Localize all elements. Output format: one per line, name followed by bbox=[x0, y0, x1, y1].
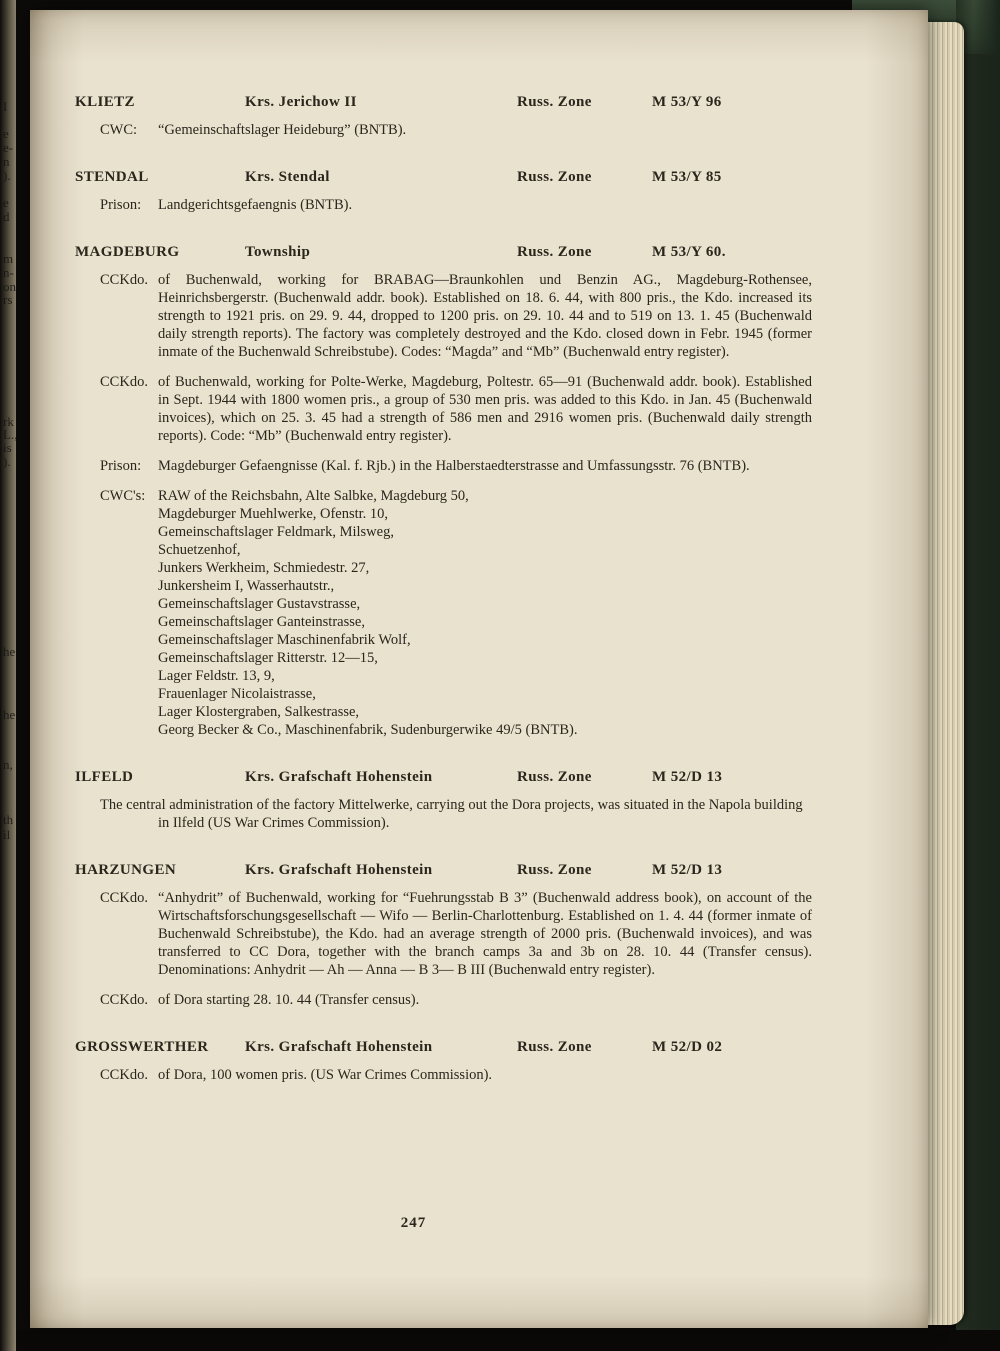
entry-map-ref: M 52/D 13 bbox=[652, 862, 723, 878]
edge-fragment: th bbox=[3, 812, 14, 827]
entry-zone: Russ. Zone bbox=[517, 169, 592, 185]
entry-magdeburg bbox=[75, 244, 812, 739]
edge-fragment: he bbox=[3, 644, 16, 659]
entry-map-ref: M 53/Y 96 bbox=[652, 94, 722, 110]
edge-fragment: e bbox=[3, 126, 9, 141]
entry-item bbox=[100, 121, 812, 139]
entry-header bbox=[75, 1039, 812, 1056]
entry-body bbox=[75, 196, 812, 214]
entry-item bbox=[100, 991, 812, 1009]
entry-header bbox=[75, 169, 812, 186]
entry-item bbox=[100, 373, 812, 445]
entry-name: KLIETZ bbox=[75, 94, 135, 110]
entry-item bbox=[100, 1066, 812, 1084]
item-text: “Gemeinschaftslager Heideburg” (BNTB). bbox=[158, 122, 407, 138]
edge-fragment: I bbox=[3, 99, 8, 114]
entry-ilfeld bbox=[75, 769, 812, 832]
dark-bottom-margin bbox=[0, 1330, 1000, 1351]
item-label: CCKdo. bbox=[100, 272, 148, 288]
entry-district: Krs. Stendal bbox=[245, 169, 330, 185]
item-label: CCKdo. bbox=[100, 1067, 148, 1083]
item-label: CCKdo. bbox=[100, 890, 148, 906]
edge-fragment: n bbox=[3, 154, 10, 169]
item-text-cwc-list: RAW of the Reichsbahn, Alte Salbke, Magdeburg 50, Magdeburger Muehlwerke, Ofenstr. 10, Gemeinschaftslager Feldmark, Milsweg, Schuetzenhof, Junkers Werkheim, Schmiedestr. 27, Junkersheim I, Wasserhautstr., Gemeinschaftslager Gustavstrasse, Gemeinschaftslager Ganteinstrasse, Gemeinschaftslager Maschinenfabrik Wolf, Gemeinschaftslager Ritterstr. 12—15, Lager Feldstr. 13, 9, Frauenlager Nicolaistrasse, Lager Klostergraben, Salkestrasse, Georg Becker & Co., Maschinenfabrik, Sudenburgerwike 49/5 (BNTB). bbox=[158, 488, 578, 738]
edge-fragment: il bbox=[3, 827, 11, 842]
edge-fragment: is bbox=[3, 440, 12, 455]
entry-zone: Russ. Zone bbox=[517, 1039, 592, 1055]
edge-fragment: rk bbox=[3, 414, 14, 429]
entry-name: MAGDEBURG bbox=[75, 244, 180, 260]
edge-fragment: rs bbox=[3, 292, 13, 307]
edge-fragment: on bbox=[3, 279, 16, 294]
item-label: CCKdo. bbox=[100, 992, 148, 1008]
entry-body bbox=[75, 889, 812, 1009]
item-label: Prison: bbox=[100, 197, 142, 213]
item-text: of Dora, 100 women pris. (US War Crimes Commission). bbox=[158, 1067, 493, 1083]
entry-body bbox=[75, 121, 812, 139]
entry-item bbox=[100, 196, 812, 214]
item-text: Landgerichtsgefaengnis (BNTB). bbox=[158, 197, 353, 213]
entry-klietz bbox=[75, 94, 812, 139]
edge-fragment: ). bbox=[3, 454, 11, 469]
entry-header bbox=[75, 94, 812, 111]
item-label: CWC's: bbox=[100, 488, 146, 504]
entry-district: Krs. Jerichow II bbox=[245, 94, 357, 110]
entry-item bbox=[100, 487, 812, 739]
entry-stendal bbox=[75, 169, 812, 214]
edge-fragment: he bbox=[3, 707, 16, 722]
edge-fragment: L., bbox=[3, 427, 18, 442]
facing-page-sliver bbox=[0, 0, 16, 1351]
entry-district: Krs. Grafschaft Hohenstein bbox=[245, 769, 433, 785]
entry-district: Krs. Grafschaft Hohenstein bbox=[245, 1039, 433, 1055]
item-text: of Dora starting 28. 10. 44 (Transfer census). bbox=[158, 992, 420, 1008]
entry-zone: Russ. Zone bbox=[517, 769, 592, 785]
item-label: CWC: bbox=[100, 122, 138, 138]
entry-header bbox=[75, 244, 812, 261]
entry-grosswerther bbox=[75, 1039, 812, 1084]
entry-map-ref: M 53/Y 60. bbox=[652, 244, 726, 260]
entry-harzungen bbox=[75, 862, 812, 1009]
item-text: of Buchenwald, working for BRABAG—Braunkohlen und Benzin AG., Magdeburg-Rothensee, Heinrichsbergerstr. (Buchenwald addr. book). Established on 18. 6. 44, with 800 pris., the Kdo. increased its strength to 1921 pris. on 29. 9. 44, dropped to 1200 pris. on 29. 10. 44 and to 519 on 13. 1. 45 (Buchenwald daily strength reports). The factory was completely destroyed and the Kdo. closed down in Febr. 1945 (former inmate of the Buchenwald Schreibstube). Codes: “Magda” and “Mb” (Buchenwald entry register). bbox=[158, 272, 812, 360]
item-text: “Anhydrit” of Buchenwald, working for “Fuehrungsstab B 3” (Buchenwald address book), on account of the Wirtschaftsforschungsgesellschaft — Wifo — Berlin-Charlottenburg. Established on 1. 4. 44 (former inmate of Buchenwald Schreibstube), the Kdo. had an average strength of 2000 pris. (Buchenwald invoices), and was transferred to CC Dora, together with the branch camps 3a and 3b on 28. 10. 44 (Transfer census). Denominations: Anhydrit — Ah — Anna — B 3— B III (Buchenwald entry register). bbox=[158, 890, 812, 978]
entry-body bbox=[75, 1066, 812, 1084]
entry-map-ref: M 53/Y 85 bbox=[652, 169, 722, 185]
edge-fragment: n, bbox=[3, 757, 13, 772]
edge-fragment: d bbox=[3, 209, 10, 224]
entry-item bbox=[100, 889, 812, 979]
entry-paragraph: The central administration of the factory Mittelwerke, carrying out the Dora projects, was situated in the Napola building in Ilfeld (US War Crimes Commission). bbox=[100, 797, 803, 831]
entry-name: GROSSWERTHER bbox=[75, 1039, 209, 1055]
entry-district: Township bbox=[245, 244, 311, 260]
entry-item bbox=[100, 271, 812, 361]
edge-fragment: n- bbox=[3, 265, 14, 280]
entry-map-ref: M 52/D 02 bbox=[652, 1039, 723, 1055]
entry-name: HARZUNGEN bbox=[75, 862, 177, 878]
item-label: CCKdo. bbox=[100, 374, 148, 390]
entry-map-ref: M 52/D 13 bbox=[652, 769, 723, 785]
entry-name: ILFELD bbox=[75, 769, 134, 785]
entry-zone: Russ. Zone bbox=[517, 862, 592, 878]
edge-fragment: m bbox=[3, 251, 14, 266]
edge-fragment: e- bbox=[3, 140, 14, 155]
entry-zone: Russ. Zone bbox=[517, 94, 592, 110]
entry-district: Krs. Grafschaft Hohenstein bbox=[245, 862, 433, 878]
entry-item bbox=[100, 457, 812, 475]
item-text: of Buchenwald, working for Polte-Werke, Magdeburg, Poltestr. 65—91 (Buchenwald addr. book). Established in Sept. 1944 with 1800 women pris., a group of 530 men pris. was added to this Kdo. in Jan. 45 (Buchenwald invoices), which on 25. 3. 45 had a strength of 586 men and 2916 women pris. (Buchenwald daily strength reports). Code: “Mb” (Buchenwald entry register). bbox=[158, 374, 812, 444]
edge-fragment: e bbox=[3, 195, 9, 210]
item-text: Magdeburger Gefaengnisse (Kal. f. Rjb.) in the Halberstaedterstrasse and Umfassungsstr. 76 (BNTB). bbox=[158, 458, 750, 474]
entry-header bbox=[75, 769, 812, 786]
book-page bbox=[30, 10, 928, 1328]
page-number: 247 bbox=[400, 1215, 427, 1231]
entry-header bbox=[75, 862, 812, 879]
entry-zone: Russ. Zone bbox=[517, 244, 592, 260]
edge-fragment: ). bbox=[3, 168, 11, 183]
item-label: Prison: bbox=[100, 458, 142, 474]
entry-name: STENDAL bbox=[75, 169, 149, 185]
entry-body bbox=[75, 271, 812, 739]
